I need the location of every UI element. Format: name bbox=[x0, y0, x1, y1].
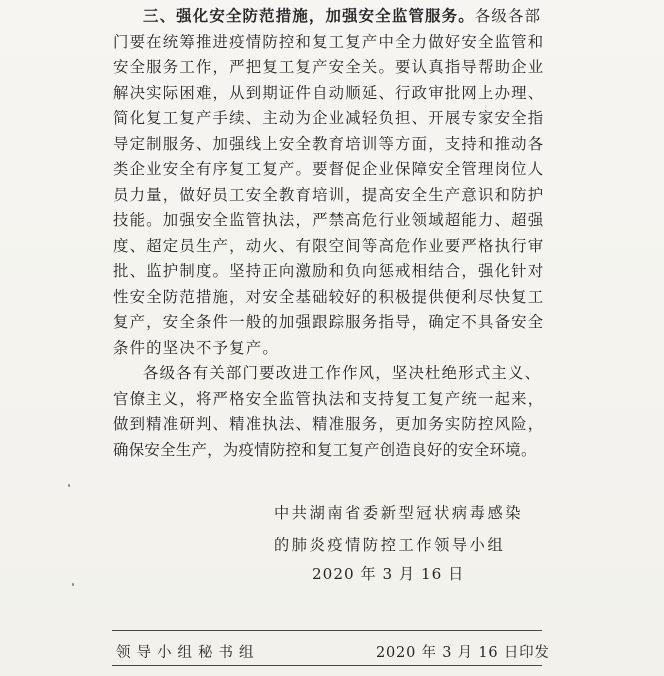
paragraph-1-line: 类企业安全有序复工复产。要督促企业保障安全管理岗位人 bbox=[113, 160, 545, 178]
footer-top-rule bbox=[112, 630, 542, 631]
footer-print-date: 2020 年 3 月 16 日印发 bbox=[376, 645, 550, 661]
paragraph-1-line: 条件的坚决不予复产。 bbox=[113, 338, 279, 357]
paragraph-1-line: 导定制服务、加强线上安全教育培训等方面，支持和推动各 bbox=[113, 134, 545, 153]
document-body bbox=[113, 4, 553, 463]
paragraph-1-line: 性安全防范措施，对安全基础较好的积极提供便利尽快复工 bbox=[113, 287, 545, 306]
paragraph-2-line: 各级各有关部门要改进工作作风，坚决杜绝形式主义、 bbox=[143, 364, 542, 382]
paragraph-2-line: 官僚主义，将严格安全监管执法和支持复工复产统一起来， bbox=[113, 389, 545, 408]
paragraph-1-line: 门要在统筹推进疫情防控和复工复产中全力做好安全监管和 bbox=[113, 32, 545, 51]
paragraph-1-line-1 bbox=[113, 4, 553, 30]
paragraph-1-line: 技能。加强安全监管执法，严禁高危行业领域超能力、超强 bbox=[113, 211, 545, 229]
paragraph-1-line: 解决实际困难，从到期证件自动顺延、行政审批网上办理、 bbox=[113, 83, 545, 102]
footer-bottom-rule bbox=[112, 665, 542, 666]
paragraph-1-line: 员力量，做好员工安全教育培训，提高安全生产意识和防护 bbox=[113, 185, 545, 204]
section-heading: 三、强化安全防范措施，加强安全监管服务。 bbox=[143, 7, 475, 25]
scan-speck bbox=[72, 583, 74, 586]
paragraph-1-line: 度、超定员生产，动火、有限空间等高危作业要严格执行审 bbox=[113, 236, 545, 255]
paragraph-1-line: 复产，安全条件一般的加强跟踪服务指导，确定不具备安全 bbox=[113, 313, 545, 331]
signature-org-line-1: 中共湖南省委新型冠状病毒感染 bbox=[274, 504, 524, 522]
paragraph-1-line: 批、监护制度。坚持正向激励和负向惩戒相结合，强化针对 bbox=[113, 262, 545, 280]
signature-org-line-2: 的肺炎疫情防控工作领导小组 bbox=[274, 536, 506, 554]
paragraph-1-line: 简化复工复产手续、主动为企业减轻负担、开展专家安全指 bbox=[113, 109, 545, 127]
paragraph-2-line: 做到精准研判、精准执法、精准服务，更加务实防控风险， bbox=[113, 415, 545, 433]
paragraph-1-line: 安全服务工作，严把复工复产安全关。要认真指导帮助企业 bbox=[113, 58, 545, 76]
paragraph-1-line-1-rest: 各级各部 bbox=[474, 7, 542, 25]
scan-speck bbox=[68, 484, 70, 487]
paragraph-2-line: 确保安全生产，为疫情防控和复工复产创造良好的安全环境。 bbox=[113, 440, 537, 459]
signature-date: 2020 年 3 月 16 日 bbox=[312, 565, 465, 583]
footer-issuer: 领导小组秘书组 bbox=[116, 645, 260, 661]
